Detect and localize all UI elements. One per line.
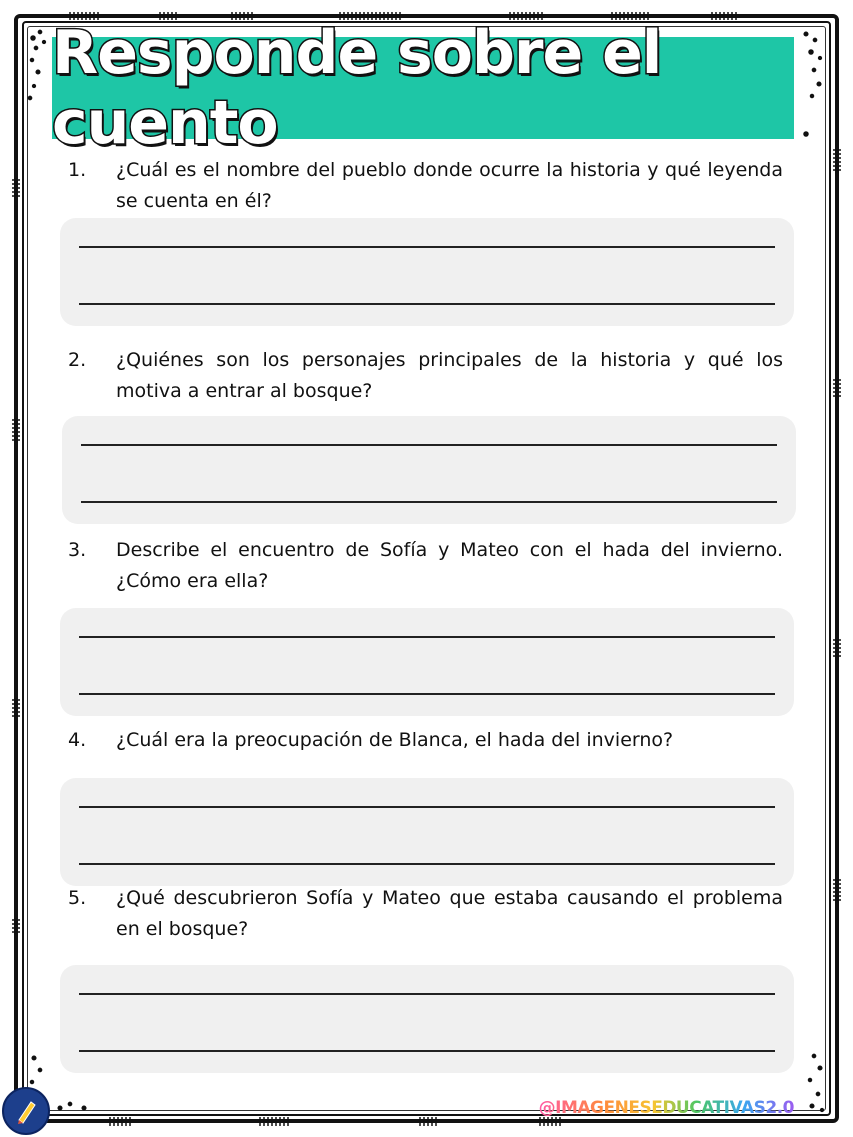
watermark bbox=[538, 1094, 794, 1122]
question-text: ¿Quiénes son los personajes principales de la historia y qué los motiva a entrar al bosque? bbox=[116, 349, 783, 402]
answer-box-3[interactable] bbox=[60, 608, 794, 716]
question-text: ¿Cuál era la preocupación de Blanca, el hada del invierno? bbox=[116, 729, 674, 751]
question-number: 1. bbox=[68, 159, 87, 181]
answer-line bbox=[79, 1050, 775, 1052]
answer-box-5[interactable] bbox=[60, 965, 794, 1073]
logo-badge-icon bbox=[2, 1087, 50, 1135]
question-number: 2. bbox=[68, 349, 87, 371]
question-text: ¿Cuál es el nombre del pueblo donde ocurre la historia y qué leyenda se cuenta en él? bbox=[116, 159, 783, 212]
question-number: 3. bbox=[68, 539, 87, 561]
answer-line bbox=[79, 636, 775, 638]
answer-line bbox=[81, 444, 777, 446]
question-text: Describe el encuentro de Sofía y Mateo con el hada del invierno. ¿Cómo era ella? bbox=[116, 539, 783, 592]
answer-line bbox=[81, 501, 777, 503]
answer-box-1[interactable] bbox=[60, 218, 794, 326]
question-number: 4. bbox=[68, 729, 87, 751]
answer-line bbox=[79, 806, 775, 808]
answer-line bbox=[79, 303, 775, 305]
question-number: 5. bbox=[68, 887, 87, 909]
answer-box-2[interactable] bbox=[62, 416, 796, 524]
question-text: ¿Qué descubrieron Sofía y Mateo que estaba causando el problema en el bosque? bbox=[116, 887, 783, 940]
page-title: Responde sobre el cuento bbox=[52, 18, 662, 158]
pencil-icon bbox=[11, 1096, 41, 1126]
watermark-text: @IMAGENESEDUCATIVAS2.0 bbox=[538, 1098, 794, 1118]
answer-line bbox=[79, 246, 775, 248]
answer-line bbox=[79, 863, 775, 865]
answer-line bbox=[79, 693, 775, 695]
answer-line bbox=[79, 993, 775, 995]
answer-box-4[interactable] bbox=[60, 778, 794, 886]
